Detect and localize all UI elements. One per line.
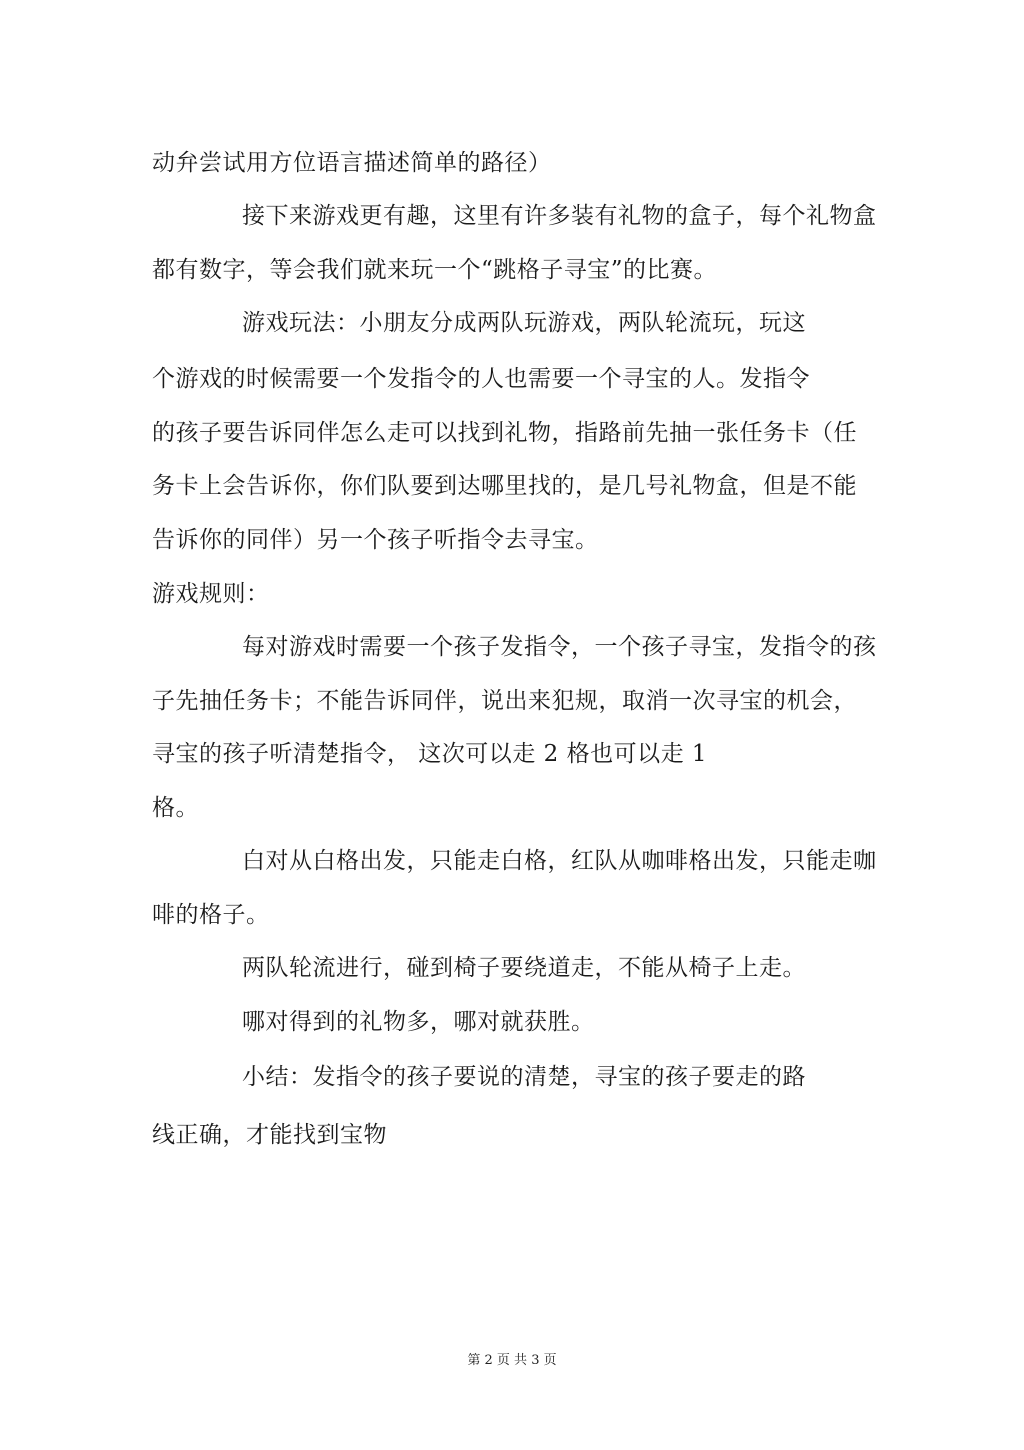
text-line: 都有数字，等会我们就来玩一个“跳格子寻宝”的比赛。 (152, 257, 718, 283)
text-line: 每对游戏时需要一个孩子发指令，一个孩子寻宝，发指令的孩 (242, 634, 877, 660)
text-line: 游戏玩法：小朋友分成两队玩游戏，两队轮流玩，玩这 (242, 310, 806, 336)
text-line: 动弁尝试用方位语言描述简单的路径） (152, 150, 552, 176)
section-heading: 游戏规则： (152, 581, 270, 607)
text-line: 的孩子要告诉同伴怎么走可以找到礼物，指路前先抽一张任务卡（任 (152, 420, 857, 446)
text-line: 告诉你的同伴）另一个孩子听指令去寻宝。 (152, 527, 599, 553)
text-line: 小结：发指令的孩子要说的清楚，寻宝的孩子要走的路 (242, 1064, 806, 1090)
text-line: 线正确，才能找到宝物 (152, 1122, 387, 1148)
text-line: 个游戏的时候需要一个发指令的人也需要一个寻宝的人。发指令 (152, 366, 810, 392)
text-line: 子先抽任务卡；不能告诉同伴，说出来犯规，取消一次寻宝的机会， (152, 688, 857, 714)
text-line: 哪对得到的礼物多，哪对就获胜。 (242, 1009, 595, 1035)
text-line: 格。 (152, 795, 199, 821)
text-line: 务卡上会告诉你，你们队要到达哪里找的，是几号礼物盒，但是不能 (152, 473, 857, 499)
text-line: 寻宝的孩子听清楚指令， 这次可以走 2 格也可以走 1 (152, 741, 708, 767)
text-line: 两队轮流进行，碰到椅子要绕道走，不能从椅子上走。 (242, 955, 806, 981)
text-line: 接下来游戏更有趣，这里有许多装有礼物的盒子，每个礼物盒 (242, 203, 877, 229)
page-number-footer: 第 2 页 共 3 页 (467, 1353, 557, 1368)
text-line: 啡的格子。 (152, 902, 270, 928)
text-line: 白对从白格出发，只能走白格，红队从咖啡格出发，只能走咖 (242, 848, 877, 874)
